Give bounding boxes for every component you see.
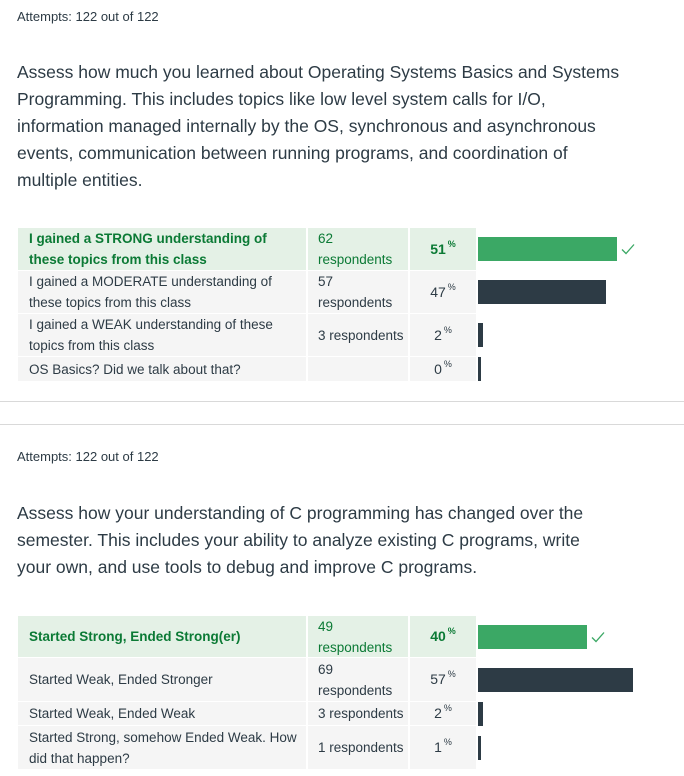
answer-row (18, 658, 684, 701)
percent-bar (478, 237, 617, 261)
answer-row (18, 616, 684, 657)
answer-row (18, 357, 684, 381)
percent-value (410, 658, 476, 701)
percent-sign: % (447, 626, 456, 636)
percent-value (410, 228, 476, 270)
percent-bar (478, 736, 481, 760)
answer-text: I gained a MODERATE understanding of these topics from this class (18, 271, 306, 313)
percent-number: 2 (434, 705, 442, 721)
answer-text: I gained a WEAK understanding of these topics from this class (18, 314, 306, 356)
percent-number: 47 (430, 283, 446, 300)
percent-sign: % (447, 281, 456, 292)
question-text: Assess how your understanding of C programming has changed over the semester. This includes your ability to analyze existing C programs, write your own, and use tools to debug and improve C programs. (17, 503, 584, 577)
respondents-count[interactable]: 3 respondents (308, 702, 408, 725)
percent-bar (478, 323, 483, 347)
checkmark-icon (591, 630, 605, 644)
percent-bar (478, 357, 481, 381)
percent-value (410, 616, 476, 657)
answer-row (18, 271, 684, 313)
percent-number: 2 (434, 326, 442, 343)
percent-bar (478, 625, 587, 649)
percent-value (410, 702, 476, 725)
percent-number: 57 (430, 671, 446, 687)
answer-row (18, 228, 684, 270)
percent-value (410, 271, 476, 313)
respondents-count (308, 357, 408, 381)
question-divider (0, 401, 684, 402)
respondents-count[interactable]: 49 respondents (308, 616, 408, 657)
respondents-count[interactable]: 57 respondents (308, 271, 408, 313)
answer-text: OS Basics? Did we talk about that? (18, 357, 306, 381)
percent-number: 51 (430, 240, 446, 257)
percent-number: 0 (434, 360, 442, 377)
attempts-count: Attempts: 122 out of 122 (17, 449, 159, 464)
percent-number: 1 (434, 739, 442, 755)
percent-bar (478, 280, 606, 304)
percent-sign: % (443, 324, 452, 335)
percent-sign: % (443, 703, 452, 713)
answer-text: Started Strong, Ended Strong(er) (18, 616, 306, 657)
percent-value (410, 726, 476, 769)
answer-row (18, 702, 684, 725)
respondents-count[interactable]: 1 respondents (308, 726, 408, 769)
percent-value (410, 357, 476, 381)
checkmark-icon (621, 242, 635, 256)
answer-row (18, 314, 684, 356)
question-text: Assess how much you learned about Operating Systems Basics and Systems Programming. This includes topics like low level system calls for I/O, information managed internally by the OS, synchronous and asynchronous events, communication between running programs, and coordination of multiple entities. (17, 62, 620, 190)
question-2 (0, 425, 684, 776)
percent-sign: % (443, 737, 452, 747)
answer-text: Started Strong, somehow Ended Weak. How did that happen? (18, 726, 306, 769)
percent-bar (478, 668, 633, 692)
answer-text: Started Weak, Ended Stronger (18, 658, 306, 701)
percent-value (410, 314, 476, 356)
respondents-count[interactable]: 69 respondents (308, 658, 408, 701)
answer-row (18, 726, 684, 769)
answer-text: I gained a STRONG understanding of these topics from this class (18, 228, 306, 270)
percent-sign: % (447, 238, 456, 249)
answer-text: Started Weak, Ended Weak (18, 702, 306, 725)
attempts-count: Attempts: 122 out of 122 (17, 9, 159, 24)
percent-sign: % (443, 358, 452, 369)
percent-number: 40 (430, 628, 446, 644)
respondents-count[interactable]: 3 respondents (308, 314, 408, 356)
percent-bar (478, 702, 483, 726)
respondents-count[interactable]: 62 respondents (308, 228, 408, 270)
percent-sign: % (447, 669, 456, 679)
